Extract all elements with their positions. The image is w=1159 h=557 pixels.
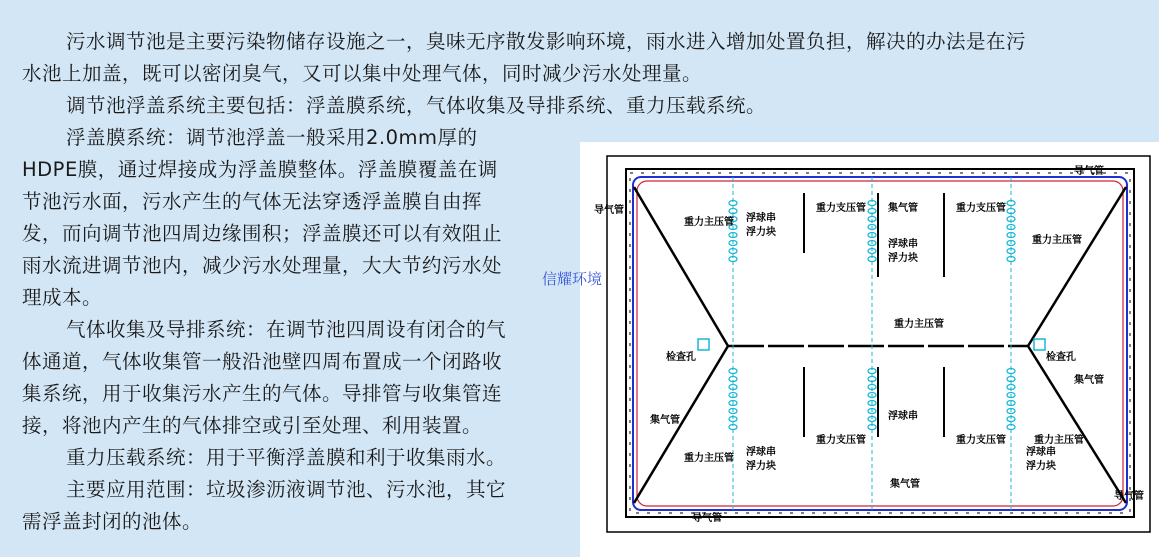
label-gas-collect-bottom: 集气管 (890, 479, 920, 490)
inspection-hole-left (698, 339, 709, 350)
label-gas-collect-t: 集气管 (888, 203, 918, 214)
inspection-hole-right (1034, 339, 1045, 350)
paragraph-membrane-line1: 浮盖膜系统：调节池浮盖一般采用2.0mm厚的 (66, 126, 478, 149)
label-branch-ballast-b1: 重力支压管 (816, 435, 866, 446)
label-main-ballast-tr: 重力主压管 (1032, 235, 1082, 246)
label-gas-vent-left: 导气管 (594, 205, 624, 216)
label-gas-vent-bottom-right: 导气管 (1114, 491, 1144, 502)
paragraph-intro-line1: 污水调节池是主要污染物储存设施之一，臭味无序散发影响环境，雨水进入增加处置负担，解决的办法是在污 (66, 30, 1027, 53)
label-branch-ballast-t1: 重力支压管 (816, 203, 866, 214)
label-float-block-bl: 浮力块 (746, 461, 776, 472)
label-float-block-br: 浮力块 (1026, 461, 1056, 472)
paragraph-gas-line4: 接，将池内产生的气体排空或引至处理、利用装置。 (22, 414, 483, 437)
label-float-chain-bl: 浮球串 (746, 447, 776, 458)
label-main-ballast-br: 重力主压管 (1034, 435, 1084, 446)
label-float-block-tl: 浮力块 (746, 227, 776, 238)
label-float-chain-tc: 浮球串 (888, 239, 918, 250)
label-gas-collect-right: 集气管 (1074, 375, 1104, 386)
paragraph-application-line2: 需浮盖封闭的池体。 (22, 510, 203, 533)
label-float-chain-bc: 浮球串 (888, 411, 918, 422)
label-inspection-right: 检查孔 (1046, 352, 1076, 363)
label-float-block-tc: 浮力块 (888, 253, 918, 264)
paragraph-intro-line2: 水池上加盖，既可以密闭臭气，又可以集中处理气体，同时减少污水处理量。 (22, 62, 703, 85)
paragraph-membrane-line5: 雨水流进调节池内，减少污水处理量，大大节约污水处 (22, 254, 503, 277)
paragraph-membrane-line3: 节池污水面，污水产生的气体无法穿透浮盖膜自由挥 (22, 190, 483, 213)
paragraph-membrane-line4: 发，而向调节池四周边缘围积；浮盖膜还可以有效阻止 (22, 222, 503, 245)
label-gas-vent-bottom-left: 导气管 (692, 513, 722, 524)
label-float-chain-br: 浮球串 (1026, 447, 1056, 458)
label-gas-collect-left: 集气管 (650, 415, 680, 426)
floating-cover-plan-diagram (594, 155, 1152, 535)
label-branch-ballast-b3: 重力支压管 (956, 435, 1006, 446)
watermark-brand: 信耀环境 (542, 270, 603, 288)
paragraph-gas-line3: 集系统，用于收集污水产生的气体。导排管与收集管连 (22, 382, 503, 405)
paragraph-application-line1: 主要应用范围：垃圾渗沥液调节池、污水池，其它 (66, 478, 507, 501)
label-main-ballast-center: 重力主压管 (894, 319, 944, 330)
label-gas-vent-top-right: 导气管 (1074, 166, 1104, 177)
paragraph-gas-line2: 体通道，气体收集管一般沿池壁四周布置成一个闭路收 (22, 350, 503, 373)
label-branch-ballast-t3: 重力支压管 (956, 203, 1006, 214)
label-inspection-left: 检查孔 (666, 352, 696, 363)
label-float-chain-tl: 浮球串 (746, 213, 776, 224)
paragraph-gas-line1: 气体收集及导排系统：在调节池四周设有闭合的气 (66, 318, 507, 341)
paragraph-gravity: 重力压载系统：用于平衡浮盖膜和利于收集雨水。 (66, 446, 507, 469)
paragraph-system-overview: 调节池浮盖系统主要包括：浮盖膜系统，气体收集及导排系统、重力压载系统。 (66, 94, 767, 117)
paragraph-membrane-line2: HDPE膜，通过焊接成为浮盖膜整体。浮盖膜覆盖在调 (22, 158, 498, 181)
paragraph-membrane-line6: 理成本。 (22, 286, 103, 309)
label-main-ballast-tl: 重力主压管 (684, 217, 734, 228)
label-main-ballast-bl: 重力主压管 (684, 453, 734, 464)
